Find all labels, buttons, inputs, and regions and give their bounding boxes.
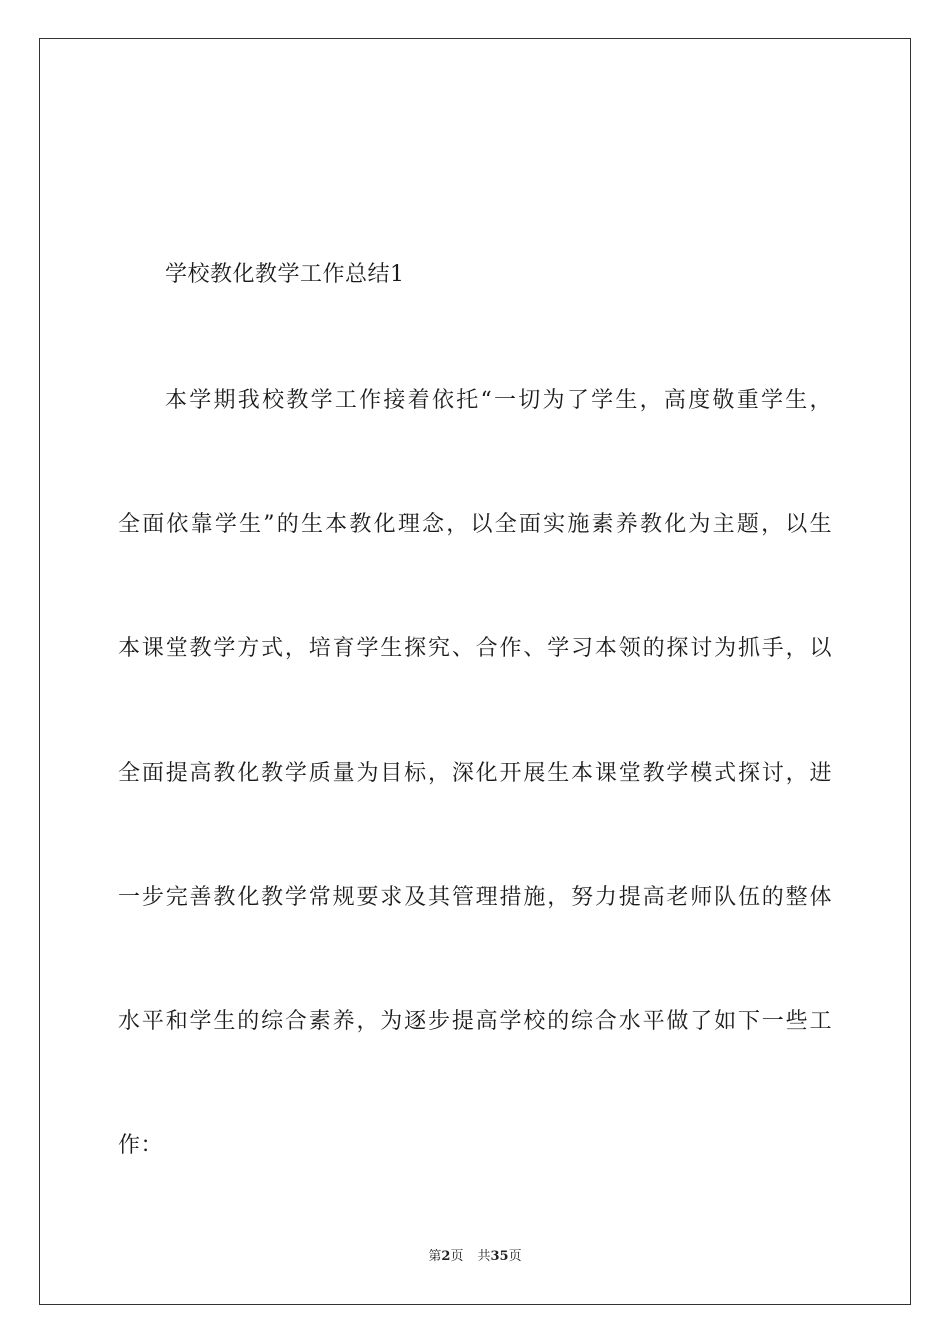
total-suffix: 页	[508, 1249, 522, 1264]
page-footer	[0, 1248, 950, 1266]
page-number: 2	[441, 1249, 451, 1264]
paragraph-line-3: 本课堂教学方式，培育学生探究、合作、学习本领的探讨为抓手，以	[118, 636, 832, 661]
page-suffix: 页	[450, 1249, 464, 1264]
total-pages: 35	[490, 1249, 509, 1264]
paragraph-line-1: 本学期我校教学工作接着依托“一切为了学生，高度敬重学生，	[165, 388, 832, 413]
paragraph-line-5: 一步完善教化教学常规要求及其管理措施，努力提高老师队伍的整体	[118, 885, 832, 910]
page-border	[39, 38, 911, 1305]
total-prefix: 共	[477, 1249, 491, 1264]
paragraph-line-7: 作：	[118, 1133, 164, 1158]
page-prefix: 第	[428, 1249, 442, 1264]
paragraph-line-4: 全面提高教化教学质量为目标，深化开展生本课堂教学模式探讨，进	[118, 761, 832, 786]
paragraph-line-6: 水平和学生的综合素养，为逐步提高学校的综合水平做了如下一些工	[118, 1009, 832, 1034]
paragraph-line-2: 全面依靠学生”的生本教化理念，以全面实施素养教化为主题，以生	[118, 512, 832, 537]
document-title: 学校教化教学工作总结1	[165, 262, 405, 287]
